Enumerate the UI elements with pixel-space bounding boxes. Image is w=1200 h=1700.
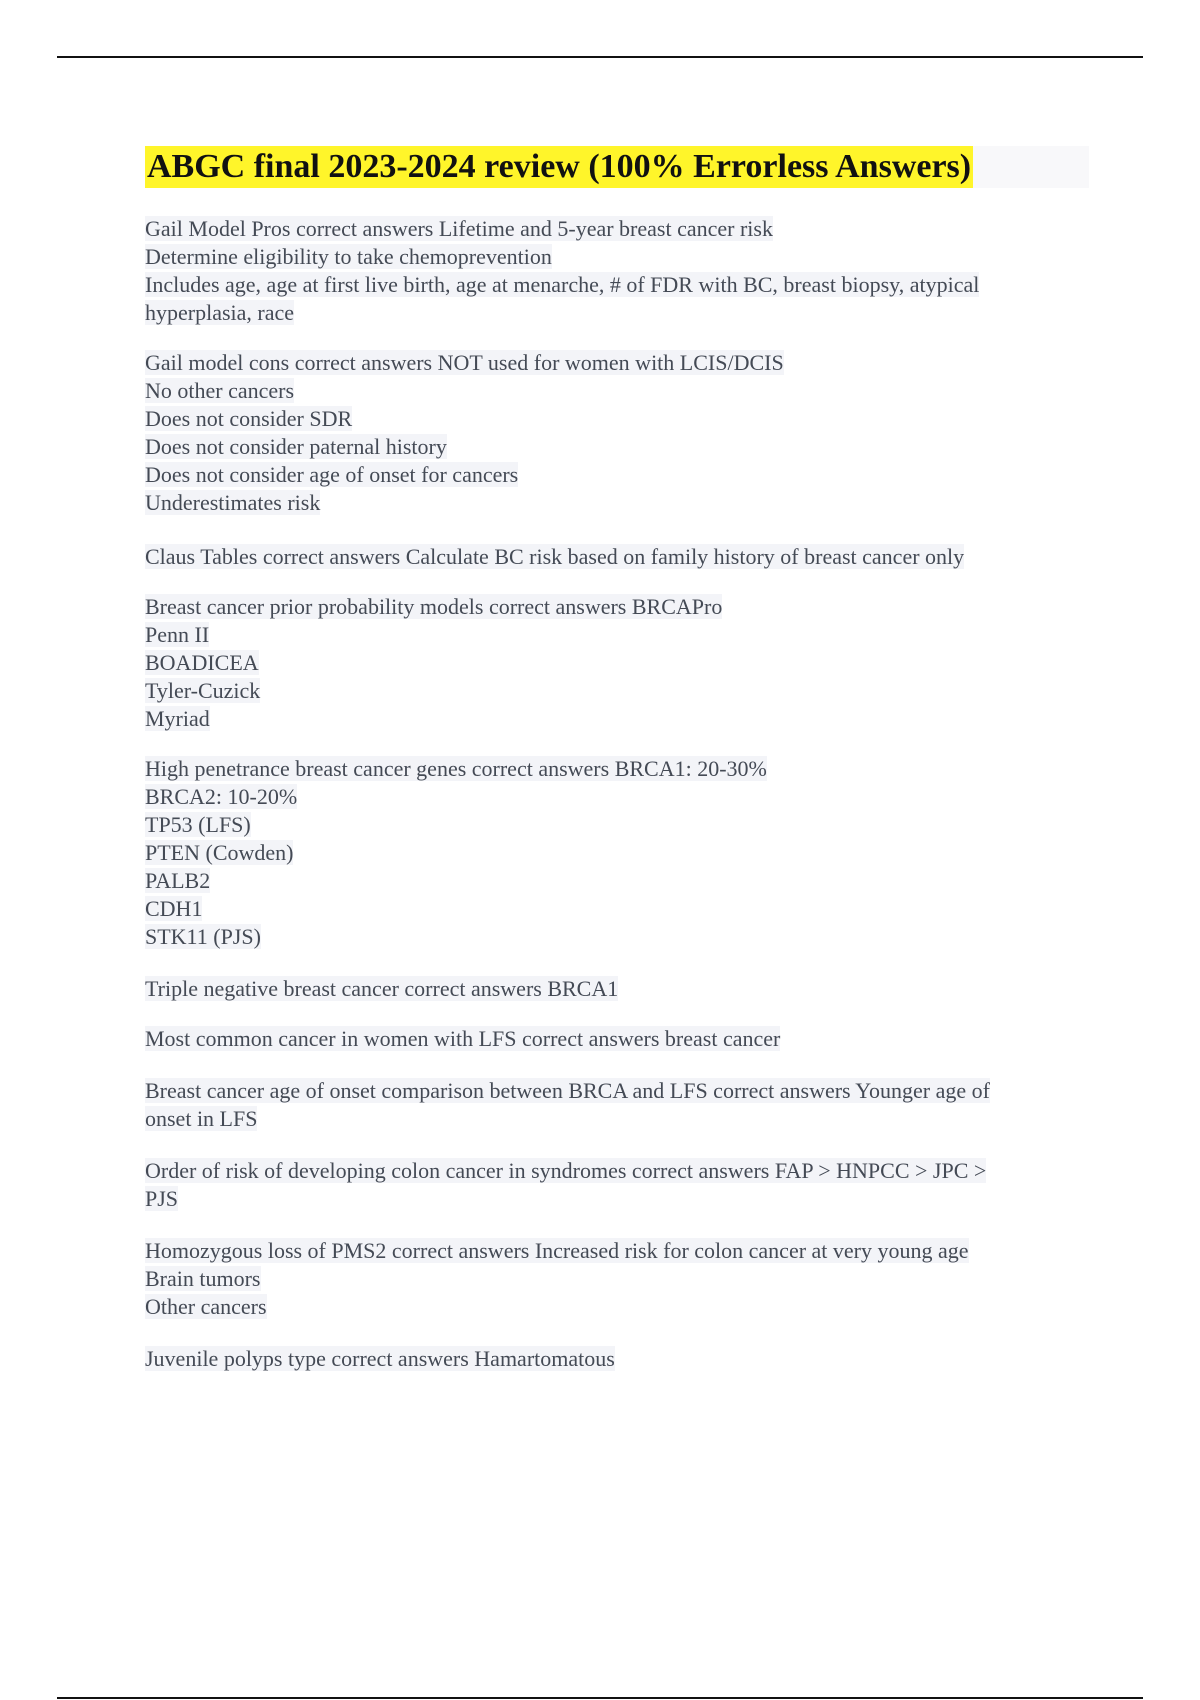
entry-answer-line	[145, 1265, 1090, 1293]
entry-question-line	[145, 543, 1090, 571]
entry-list	[145, 215, 1090, 1373]
entry-line-text: Claus Tables correct answers Calculate BC risk based on family history of breast cancer only	[145, 544, 965, 569]
entry-answer-line	[145, 895, 1090, 923]
entry-line-text: onset in LFS	[145, 1106, 258, 1131]
entry-question-line	[145, 1077, 1090, 1105]
entry-line-text: Most common cancer in women with LFS correct answers breast cancer	[145, 1026, 781, 1051]
entry-answer-line	[145, 783, 1090, 811]
entry-answer-line	[145, 705, 1090, 733]
qa-entry	[145, 1345, 1090, 1373]
entry-answer-line	[145, 923, 1090, 951]
entry-answer-line	[145, 243, 1090, 271]
entry-line-text: TP53 (LFS)	[145, 812, 251, 837]
entry-line-text: CDH1	[145, 896, 203, 921]
qa-entry	[145, 755, 1090, 951]
entry-line-text: No other cancers	[145, 378, 295, 403]
entry-answer-line	[145, 621, 1090, 649]
entry-line-text: Breast cancer age of onset comparison between BRCA and LFS correct answers Younger age of	[145, 1078, 990, 1103]
qa-entry	[145, 349, 1090, 517]
qa-entry	[145, 593, 1090, 733]
entry-answer-line	[145, 839, 1090, 867]
entry-line-text: Determine eligibility to take chemoprevention	[145, 244, 552, 269]
entry-question-line	[145, 755, 1090, 783]
entry-line-text: Includes age, age at first live birth, age at menarche, # of FDR with BC, breast biopsy, atypical	[145, 272, 980, 297]
entry-answer-line	[145, 461, 1090, 489]
entry-line-text: Brain tumors	[145, 1266, 261, 1291]
entry-answer-line	[145, 1105, 1090, 1133]
entry-line-text: Underestimates risk	[145, 490, 321, 515]
entry-line-text: PTEN (Cowden)	[145, 840, 294, 865]
qa-entry	[145, 1157, 1090, 1213]
qa-entry	[145, 215, 1090, 327]
entry-line-text: Homozygous loss of PMS2 correct answers Increased risk for colon cancer at very young age	[145, 1238, 969, 1263]
entry-line-text: BOADICEA	[145, 650, 259, 675]
entry-answer-line	[145, 867, 1090, 895]
qa-entry	[145, 1237, 1090, 1321]
entry-line-text: Juvenile polyps type correct answers Hamartomatous	[145, 1346, 615, 1371]
entry-line-text: Myriad	[145, 706, 210, 731]
entry-line-text: Does not consider age of onset for cancers	[145, 462, 519, 487]
entry-answer-line	[145, 1185, 1090, 1213]
entry-question-line	[145, 1345, 1090, 1373]
top-rule	[57, 56, 1143, 58]
qa-entry	[145, 1077, 1090, 1133]
entry-question-line	[145, 1025, 1090, 1053]
entry-line-text: PALB2	[145, 868, 211, 893]
entry-line-text: Breast cancer prior probability models correct answers BRCAPro	[145, 594, 723, 619]
qa-entry	[145, 1025, 1090, 1053]
document-title: ABGC final 2023-2024 review (100% Errorless Answers)	[145, 146, 973, 188]
entry-line-text: STK11 (PJS)	[145, 924, 261, 949]
entry-line-text: Triple negative breast cancer correct answers BRCA1	[145, 976, 619, 1001]
entry-answer-line	[145, 1293, 1090, 1321]
entry-line-text: Does not consider SDR	[145, 406, 353, 431]
entry-line-text: Other cancers	[145, 1294, 267, 1319]
entry-answer-line	[145, 649, 1090, 677]
entry-answer-line	[145, 271, 1090, 299]
entry-answer-line	[145, 299, 1090, 327]
entry-answer-line	[145, 489, 1090, 517]
qa-entry	[145, 543, 1090, 571]
entry-line-text: Does not consider paternal history	[145, 434, 447, 459]
entry-line-text: Penn II	[145, 622, 210, 647]
entry-answer-line	[145, 811, 1090, 839]
entry-line-text: Gail Model Pros correct answers Lifetime and 5-year breast cancer risk	[145, 216, 773, 241]
title-band	[145, 146, 1089, 188]
entry-line-text: High penetrance breast cancer genes correct answers BRCA1: 20-30%	[145, 756, 767, 781]
entry-line-text: Tyler-Cuzick	[145, 678, 261, 703]
entry-question-line	[145, 349, 1090, 377]
entry-line-text: PJS	[145, 1186, 179, 1211]
entry-answer-line	[145, 433, 1090, 461]
entry-line-text: Order of risk of developing colon cancer in syndromes correct answers FAP > HNPCC > JPC >	[145, 1158, 987, 1183]
entry-answer-line	[145, 377, 1090, 405]
entry-question-line	[145, 1157, 1090, 1185]
document-body	[145, 146, 1090, 1373]
entry-question-line	[145, 215, 1090, 243]
entry-line-text: Gail model cons correct answers NOT used for women with LCIS/DCIS	[145, 350, 784, 375]
entry-line-text: BRCA2: 10-20%	[145, 784, 298, 809]
entry-line-text: hyperplasia, race	[145, 300, 295, 325]
qa-entry	[145, 975, 1090, 1003]
bottom-rule	[57, 1697, 1143, 1699]
entry-answer-line	[145, 405, 1090, 433]
entry-answer-line	[145, 677, 1090, 705]
entry-question-line	[145, 975, 1090, 1003]
entry-question-line	[145, 593, 1090, 621]
entry-question-line	[145, 1237, 1090, 1265]
